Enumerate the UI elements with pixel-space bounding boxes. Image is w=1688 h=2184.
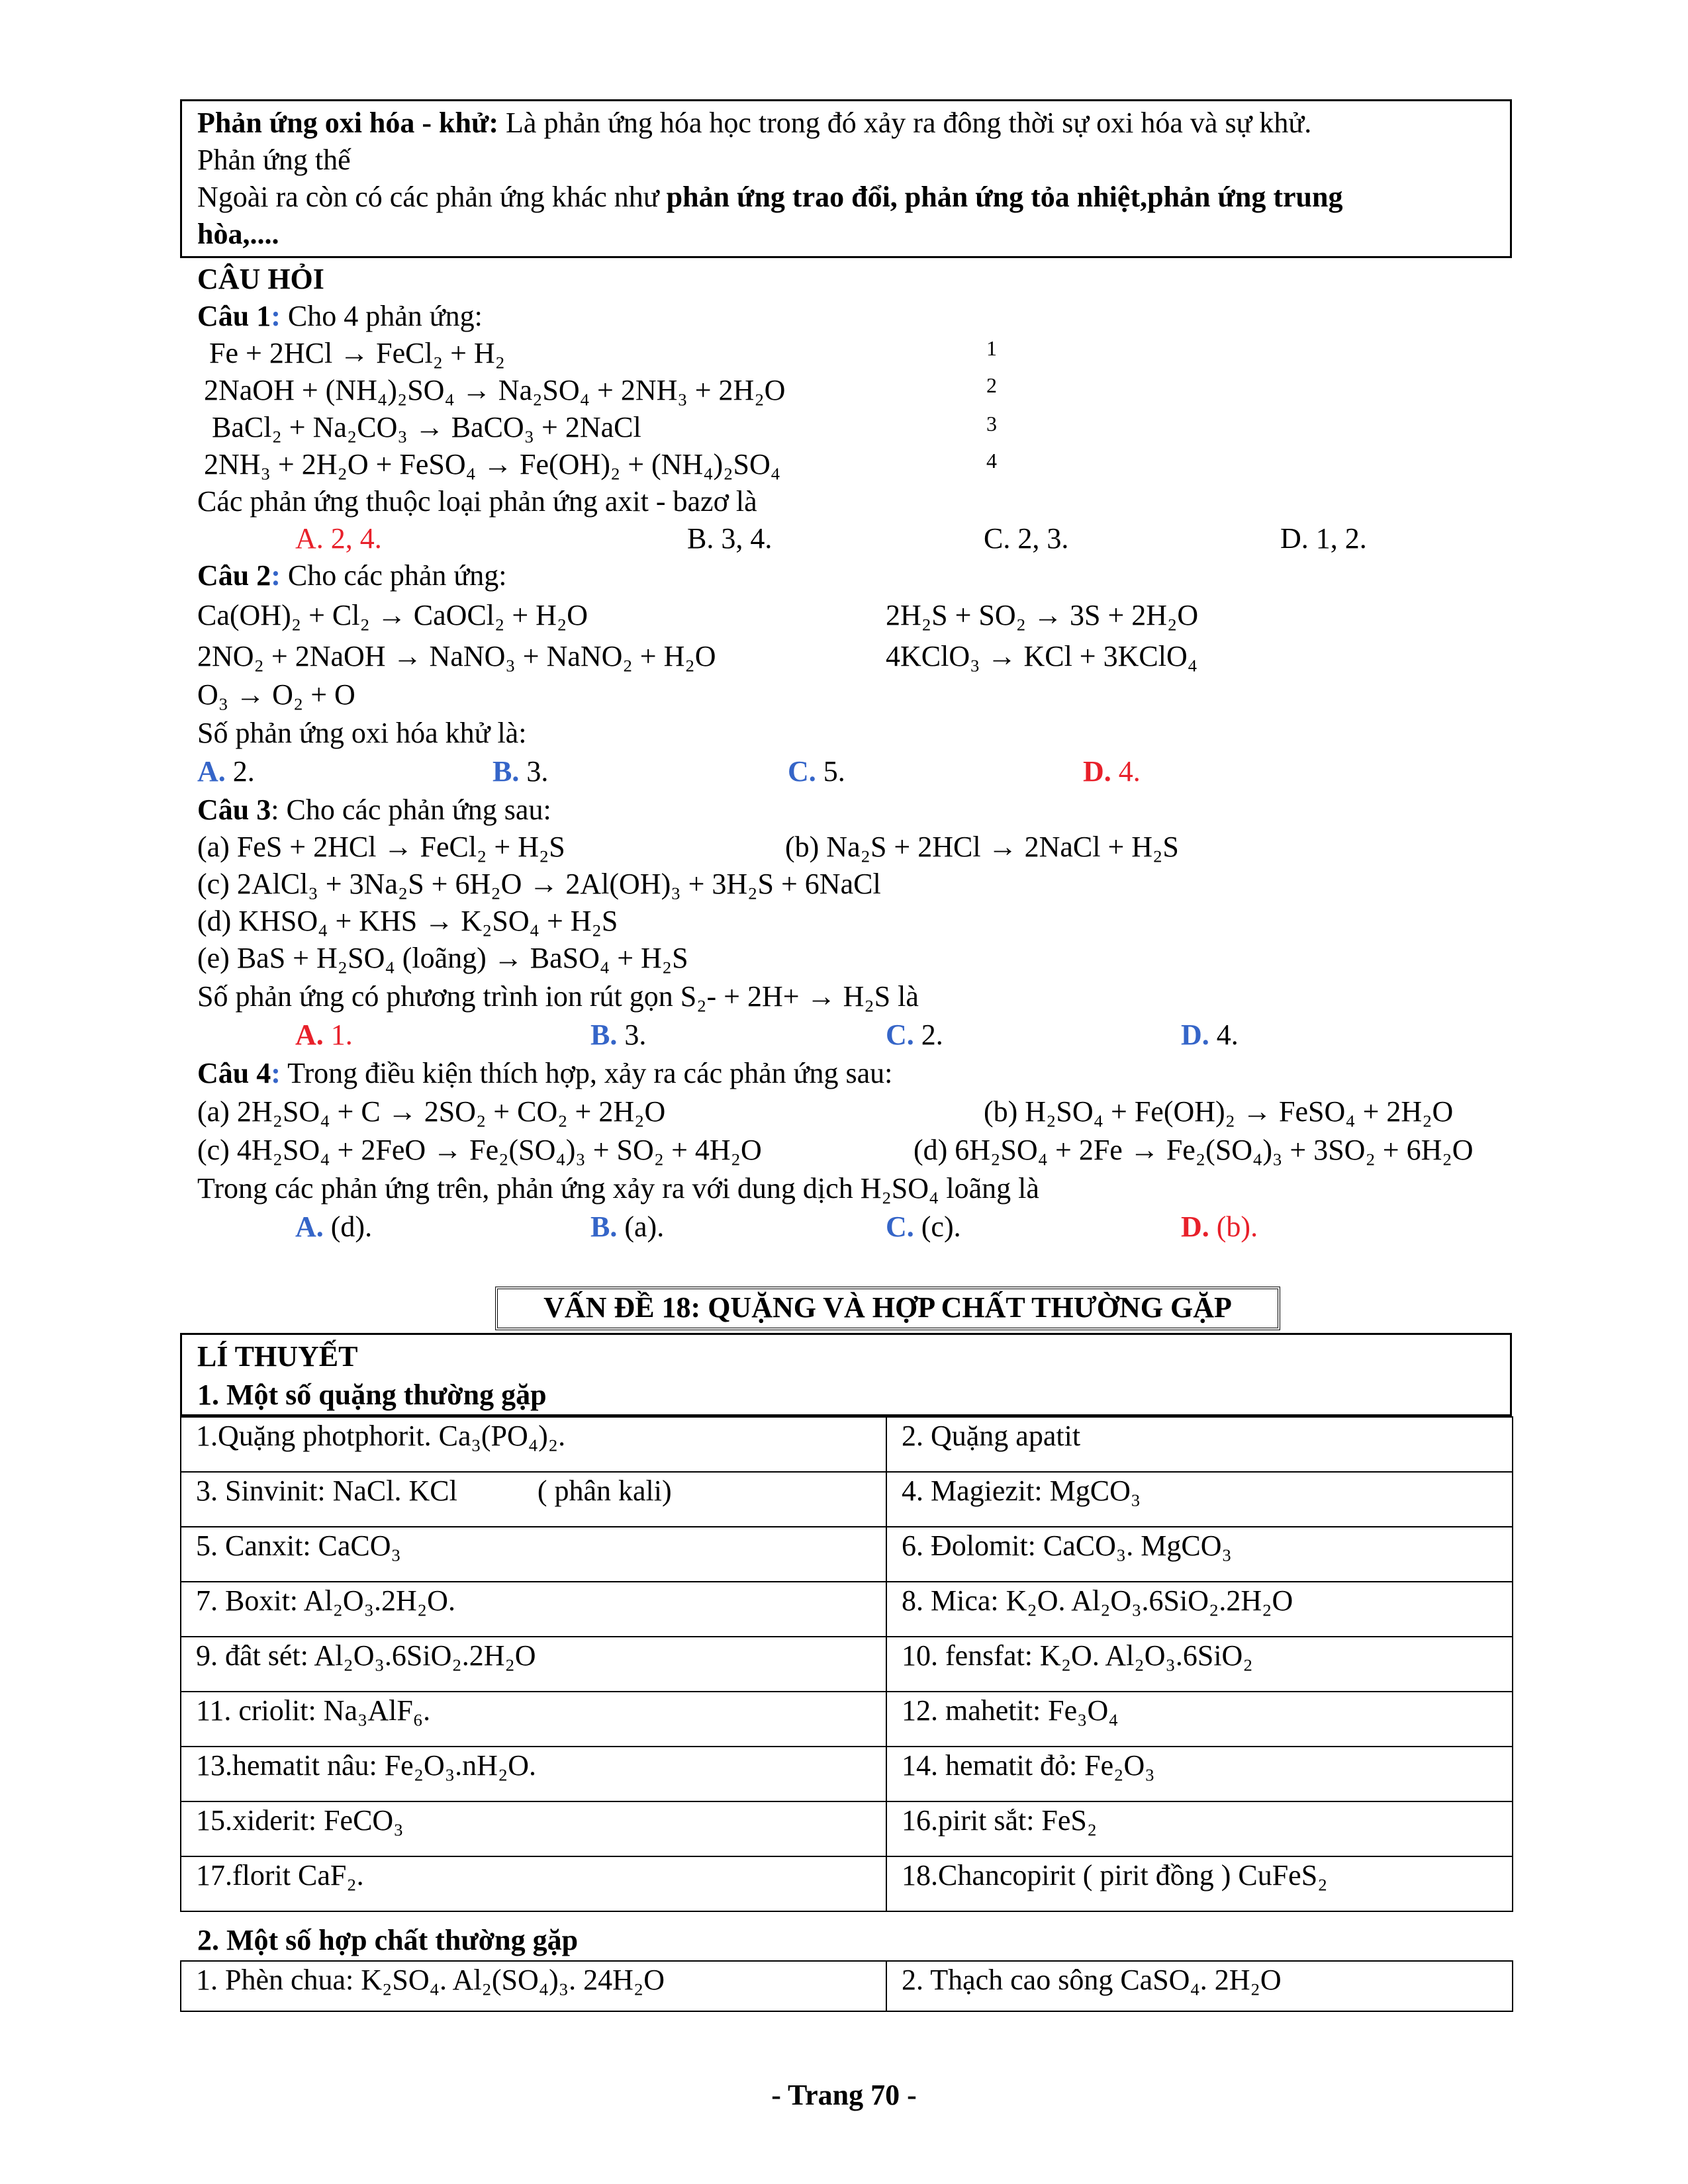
q1-question: Các phản ứng thuộc loại phản ứng axit - bazơ là [197, 485, 757, 518]
q2-prompt: Câu 2: Cho các phản ứng: [197, 559, 507, 592]
compounds-table [180, 1960, 1513, 2012]
ore-cell: 10. fensfat: K₂O. Al₂O₃.6SiO₂ [886, 1637, 1513, 1692]
q2-equation-1: Ca(OH)₂ + Cl₂ → CaOCl₂ + H₂O [197, 599, 588, 631]
questions-heading: CÂU HỎI [197, 263, 324, 295]
q3-option-a: A. 1. [295, 1019, 353, 1051]
table-row [181, 1417, 1513, 1472]
q2-option-b: B. 3. [492, 755, 549, 788]
intro-line-3: Ngoài ra còn có các phản ứng khác như phản ứng trao đổi, phản ứng tỏa nhiệt,phản ứng trung [197, 181, 1343, 213]
ore-cell: 13.hematit nâu: Fe₂O₃.nH₂O. [181, 1747, 886, 1801]
table-row [181, 1527, 1513, 1582]
ore-cell: 5. Canxit: CaCO₃ [181, 1527, 886, 1582]
ore-cell: 18.Chancopirit ( pirit đồng ) CuFeS₂ [886, 1856, 1513, 1911]
q3-reaction-e: (e) BaS + H₂SO₄ (loãng) → BaSO₄ + H₂S [197, 942, 688, 974]
q3-option-b: B. 3. [590, 1019, 647, 1051]
redox-definition: Là phản ứng hóa học trong đó xảy ra đông thời sự oxi hóa và sự khử. [498, 107, 1312, 139]
q1-equation-1: Fe + 2HCl → FeCl₂ + H₂ [209, 337, 506, 369]
section-title: VẤN ĐỀ 18: QUẶNG VÀ HỢP CHẤT THƯỜNG GẶP [495, 1287, 1280, 1330]
compound-cell: 2. Thạch cao sông CaSO₄. 2H₂O [886, 1961, 1513, 2011]
q3-question: Số phản ứng có phương trình ion rút gọn S₂- + 2H+ → H₂S là [197, 980, 919, 1013]
ore-cell: 3. Sinvinit: NaCl. KCl ( phân kali) [181, 1472, 886, 1527]
page-number: - Trang 70 - [771, 2079, 917, 2111]
table-row [181, 1747, 1513, 1801]
q4-question: Trong các phản ứng trên, phản ứng xảy ra với dung dịch H₂SO₄ loãng là [197, 1172, 1039, 1205]
ore-cell: 16.pirit sắt: FeS₂ [886, 1801, 1513, 1856]
ores-subheading: 1. Một số quặng thường gặp [197, 1379, 547, 1411]
intro-line-1 [197, 105, 1311, 142]
q1-prompt: Câu 1: Cho 4 phản ứng: [197, 300, 483, 332]
ore-cell: 4. Magiezit: MgCO₃ [886, 1472, 1513, 1527]
table-row [181, 1856, 1513, 1911]
ore-cell: 14. hematit đỏ: Fe₂O₃ [886, 1747, 1513, 1801]
ore-cell: 11. criolit: Na₃AlF₆. [181, 1692, 886, 1747]
table-row [181, 1961, 1513, 2011]
q1-option-a: A. 2, 4. [295, 522, 382, 555]
compound-cell: 1. Phèn chua: K₂SO₄. Al₂(SO₄)₃. 24H₂O [181, 1961, 886, 2011]
ore-cell: 9. đât sét: Al₂O₃.6SiO₂.2H₂O [181, 1637, 886, 1692]
table-row [181, 1637, 1513, 1692]
q4-reaction-a: (a) 2H₂SO₄ + C → 2SO₂ + CO₂ + 2H₂O [197, 1095, 666, 1128]
compounds-subheading: 2. Một số hợp chất thường gặp [197, 1924, 579, 1956]
ores-table [180, 1416, 1513, 1912]
ore-cell: 2. Quặng apatit [886, 1417, 1513, 1472]
q1-equation-2: 2NaOH + (NH₄)₂SO₄ → Na₂SO₄ + 2NH₃ + 2H₂O [204, 374, 786, 406]
q1-number-3: 3 [986, 412, 997, 435]
q2-option-d: D. 4. [1083, 755, 1141, 788]
q4-option-b: B. (a). [590, 1210, 665, 1243]
q1-equation-4: 2NH₃ + 2H₂O + FeSO₄ → Fe(OH)₂ + (NH₄)₂SO₄ [204, 448, 781, 480]
table-row [181, 1472, 1513, 1527]
q4-option-a: A. (d). [295, 1210, 373, 1243]
q2-question: Số phản ứng oxi hóa khử là: [197, 717, 527, 749]
q3-reaction-a: (a) FeS + 2HCl → FeCl₂ + H₂S [197, 831, 565, 863]
ore-cell: 15.xiderit: FeCO₃ [181, 1801, 886, 1856]
q3-prompt: Câu 3: Cho các phản ứng sau: [197, 794, 551, 826]
ore-cell: 8. Mica: K₂O. Al₂O₃.6SiO₂.2H₂O [886, 1582, 1513, 1637]
q3-reaction-c: (c) 2AlCl₃ + 3Na₂S + 6H₂O → 2Al(OH)₃ + 3H₂S + 6NaCl [197, 868, 881, 900]
ore-cell: 6. Đolomit: CaCO₃. MgCO₃ [886, 1527, 1513, 1582]
q2-option-a: A. 2. [197, 755, 255, 788]
q4-prompt: Câu 4: Trong điều kiện thích hợp, xảy ra các phản ứng sau: [197, 1057, 893, 1089]
q4-reaction-d: (d) 6H₂SO₄ + 2Fe → Fe₂(SO₄)₃ + 3SO₂ + 6H₂O [914, 1134, 1474, 1166]
redox-term: Phản ứng oxi hóa - khử: [197, 107, 499, 139]
theory-heading: LÍ THUYẾT [197, 1340, 358, 1373]
ore-cell: 1.Quặng photphorit. Ca₃(PO₄)₂. [181, 1417, 886, 1472]
table-row [181, 1801, 1513, 1856]
ore-cell: 17.florit CaF₂. [181, 1856, 886, 1911]
q2-equation-2: 2H₂S + SO₂ → 3S + 2H₂O [886, 599, 1199, 631]
q3-option-d: D. 4. [1181, 1019, 1239, 1051]
q4-reaction-b: (b) H₂SO₄ + Fe(OH)₂ → FeSO₄ + 2H₂O [984, 1095, 1454, 1128]
q2-equation-5: O₃ → O₂ + O [197, 678, 355, 711]
ore-cell: 12. mahetit: Fe₃O₄ [886, 1692, 1513, 1747]
q4-reaction-c: (c) 4H₂SO₄ + 2FeO → Fe₂(SO₄)₃ + SO₂ + 4H₂O [197, 1134, 762, 1166]
ore-cell: 7. Boxit: Al₂O₃.2H₂O. [181, 1582, 886, 1637]
q3-reaction-d: (d) KHSO₄ + KHS → K₂SO₄ + H₂S [197, 905, 618, 937]
intro-line-2: Phản ứng thế [197, 144, 351, 176]
q3-option-c: C. 2. [886, 1019, 943, 1051]
intro-line-4: hòa,.... [197, 218, 279, 250]
q1-number-2: 2 [986, 373, 997, 397]
q1-option-d: D. 1, 2. [1280, 522, 1367, 555]
q1-option-c: C. 2, 3. [984, 522, 1069, 555]
q2-option-c: C. 5. [788, 755, 845, 788]
q1-number-4: 4 [986, 449, 997, 473]
q1-number-1: 1 [986, 336, 997, 360]
q1-equation-3: BaCl₂ + Na₂CO₃ → BaCO₃ + 2NaCl [212, 411, 641, 443]
q2-equation-3: 2NO₂ + 2NaOH → NaNO₃ + NaNO₂ + H₂O [197, 640, 716, 672]
q1-option-b: B. 3, 4. [687, 522, 773, 555]
q4-option-d: D. (b). [1181, 1210, 1258, 1243]
q2-equation-4: 4KClO₃ → KCl + 3KClO₄ [886, 640, 1198, 672]
table-row [181, 1692, 1513, 1747]
q4-option-c: C. (c). [886, 1210, 961, 1243]
table-row [181, 1582, 1513, 1637]
q3-reaction-b: (b) Na₂S + 2HCl → 2NaCl + H₂S [785, 831, 1179, 863]
